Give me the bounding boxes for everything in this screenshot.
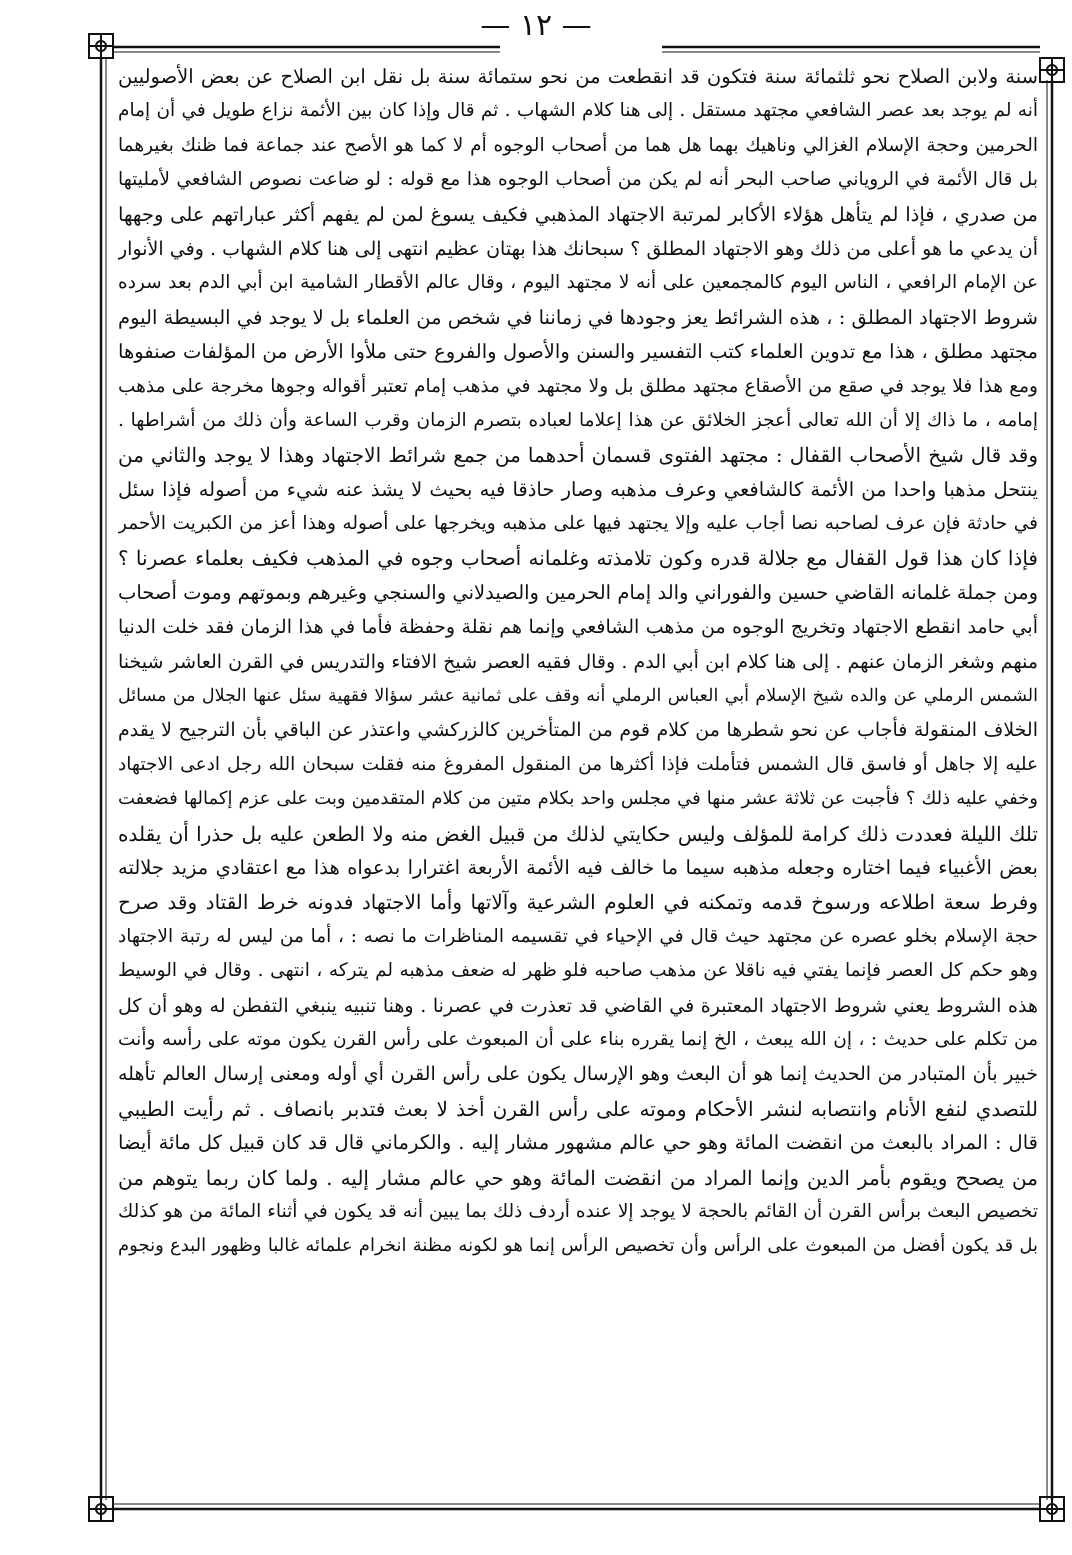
text-line: الشمس الرملي عن والده شيخ الإسلام أبي العباس الرملي أنه وقف على ثمانية عشر سؤالا فقهية سئل عنها الجلال من مسائل	[118, 686, 1038, 707]
text-line: بل قد يكون أفضل من المبعوث على الرأس وأن تخصيص الرأس إنما هو لكونه مظنة انخرام علمائه غالبا وظهور البدع ونجوم	[118, 1235, 1038, 1257]
corner-ornament-bottom-right	[1040, 1497, 1064, 1521]
text-line: سنة ولابن الصلاح نحو ثلثمائة سنة فتكون قد انقطعت من نحو ستمائة سنة بل نقل ابن الصلاح عن بعض الأصوليين	[118, 65, 1038, 88]
text-line: خبير بأن المتبادر من الحديث إنما هو أن البعث وهو الإرسال يكون على رأس القرن أي أوله ومعنى إرسال العالم تأهله	[118, 1063, 1038, 1086]
text-line: بعض الأغبياء فيما اختاره وجعله مذهبه سيما ما خالف فيه الأئمة الأربعة اغترارا بدعواه هذا مع اعتقادي مزيد جلالته	[118, 855, 1038, 879]
text-line: تخصيص البعث برأس القرن أن القائم بالحجة لا يوجد إلا عنده أردف ذلك بما يبين أنه قد يكون في أثناء المائة من هو كذلك	[118, 1200, 1038, 1222]
text-line: من تكلم على حديث : ، إن الله يبعث ، الخ إنما يقرره بناء على أن المبعوث على رأس القرن يكون موته على رأسه وأنت	[118, 1028, 1038, 1050]
arabic-text-body	[118, 60, 1038, 1505]
corner-ornament-bottom-left	[89, 1497, 113, 1521]
text-line: من صدري ، فإذا لم يتأهل هؤلاء الأكابر لمرتبة الاجتهاد المذهبي فكيف يسوغ لمن لم يفهم أكثر عباراتهم على وجهها	[118, 202, 1038, 226]
text-line: أبي حامد انقطع الاجتهاد وتخريج الوجوه من مذهب الشافعي وإنما هم نقلة وحفظة فأما في هذا الزمان فقد خلت الدنيا	[118, 616, 1038, 639]
text-line: الحرمين وحجة الإسلام الغزالي وناهيك بهما هل هما من أصحاب الوجوه أم لا كما هو الأصح عند جماعة فما ظنك بغيرهما	[118, 134, 1038, 156]
text-line: عليه إلا جاهل أو فاسق قال الشمس فتأملت فإذا أكثرها من المنقول المفروغ منه فقلت سبحان الله رجل ادعى الاجتهاد	[118, 753, 1038, 775]
text-line: أنه لم يوجد بعد عصر الشافعي مجتهد مستقل . إلى هنا كلام الشهاب . ثم قال وإذا كان بين الأئمة نزاع طويل في أن إمام	[118, 100, 1038, 122]
text-line: شروط الاجتهاد المطلق : ، هذه الشرائط يعز وجودها في زماننا في شخص من العلماء بل لا يوجد في البسيطة اليوم	[118, 305, 1038, 329]
text-line: إمامه ، ما ذاك إلا أن الله تعالى أعجز الخلائق عن هذا إعلاما لعباده بتصرم الزمان وقرب الساعة وأن ذلك من أشراطها .	[118, 409, 1038, 431]
text-line: في حادثة فإن عرف لصاحبه نصا أجاب عليه وإلا يجتهد فيها على مذهبه ويخرجها على أصوله وهذا أعز من الكبريت الأحمر	[118, 513, 1038, 535]
text-line: أن يدعي ما هو أعلى من ذلك وهو الاجتهاد المطلق ؟ سبحانك هذا بهتان عظيم انتهى إلى هنا كلام الشهاب . وفي الأنوار	[118, 237, 1038, 260]
corner-ornament-top-right	[1040, 58, 1064, 82]
text-line: ومع هذا فلا يوجد في صقع من الأصقاع مجتهد مطلق بل ولا مجتهد في مذهب إمام تعتبر أقواله وجوها مخرجة على مذهب	[118, 375, 1038, 397]
text-line: قال : المراد بالبعث من انقضت المائة وهو حي عالم مشهور مشار إليه . والكرماني قال قد كان قبيل كل مائة أيضا	[118, 1131, 1038, 1155]
text-line: الخلاف المنقولة فأجاب عن نحو شطرها من كلام قوم من المتأخرين كالزركشي واعتذر عن الباقي بأن الترجيح لا يقدم	[118, 719, 1038, 742]
text-line: مجتهد مطلق ، هذا مع تدوين العلماء كتب التفسير والسنن والأصول والفروع حتى ملأوا الأرض من المؤلفات صنفوها	[118, 340, 1038, 364]
text-line: عن الإمام الرافعي ، الناس اليوم كالمجمعين على أنه لا مجتهد اليوم ، وقال عالم الأقطار الشامية ابن أبي الدم بعد سرده	[118, 272, 1038, 294]
text-line: وهو حكم كل العصر فإنما يفتي فيه ناقلا عن مذهب صاحبه فلو ظهر له ضعف مذهبه لم يتركه ، انتهى . وقال في الوسيط	[118, 960, 1038, 982]
text-line: حجة الإسلام بخلو عصره عن مجتهد حيث قال في الإحياء في تقسيمه المناظرات ما نصه : ، أما من ليس له رتبة الاجتهاد	[118, 925, 1038, 947]
text-line: وفرط سعة اطلاعه ورسوخ قدمه وتمكنه في العلوم الشرعية وآلاتها وأما الاجتهاد فدونه خرط القتاد وقد صرح	[118, 890, 1038, 915]
text-line: منهم وشغر الزمان عنهم . إلى هنا كلام ابن أبي الدم . وقال فقيه العصر شيخ الافتاء والتدريس في القرن العاشر شيخنا	[118, 650, 1038, 673]
text-line: وخفي عليه ذلك ؟ فأجبت عن ثلاثة عشر منها في مجلس واحد بكلام متين من كلام المتقدمين وبت على عزم إكمالها فضعفت	[118, 788, 1038, 810]
text-line: وقد قال شيخ الأصحاب القفال : مجتهد الفتوى قسمان أحدهما من جمع شرائط الاجتهاد وهذا لا يوجد والثاني من	[118, 443, 1038, 468]
text-line: ومن جملة غلمانه القاضي حسين والفوراني والد إمام الحرمين والصيدلاني والسنجي وغيرهم وبموتهم وموت أصحاب	[118, 580, 1038, 604]
text-line: بل قال الأئمة في الروياني صاحب البحر أنه لم يكن من أصحاب الوجوه هذا مع قوله : لو ضاعت نصوص الشافعي لأمليتها	[118, 169, 1038, 191]
text-line: من يصحح ويقوم بأمر الدين وإنما المراد من انقضت المائة وهو حي عالم مشار إليه . ولما كان ربما يتوهم من	[118, 1165, 1038, 1190]
text-line: ينتحل مذهبا واحدا من الأئمة كالشافعي وعرف مذهبه وصار حاذقا فيه بحيث لا يشذ عنه شيء من أصوله فإذا سئل	[118, 477, 1038, 501]
text-line: للتصدي لنفع الأنام وانتصابه لنشر الأحكام وموته على رأس القرن أخذ لا بعث فتدبر بانصاف . ثم رأيت الطيبي	[118, 1096, 1038, 1121]
text-line: تلك الليلة فعددت ذلك كرامة للمؤلف وليس حكايتي لذلك من قبيل الغض منه ولا الطعن عليه بل حذرا أن يقلده	[118, 821, 1038, 846]
text-line: فإذا كان هذا قول القفال مع جلالة قدره وكون تلامذته وغلمانه أصحاب وجوه في المذهب فكيف بعلماء عصرنا ؟	[118, 546, 1038, 571]
text-line: هذه الشروط يعني شروط الاجتهاد المعتبرة في القاضي قد تعذرت في عصرنا . وهنا تنبيه ينبغي التفطن له وهو أن كل	[118, 994, 1038, 1017]
page-number: — ١٢ —	[480, 8, 592, 43]
